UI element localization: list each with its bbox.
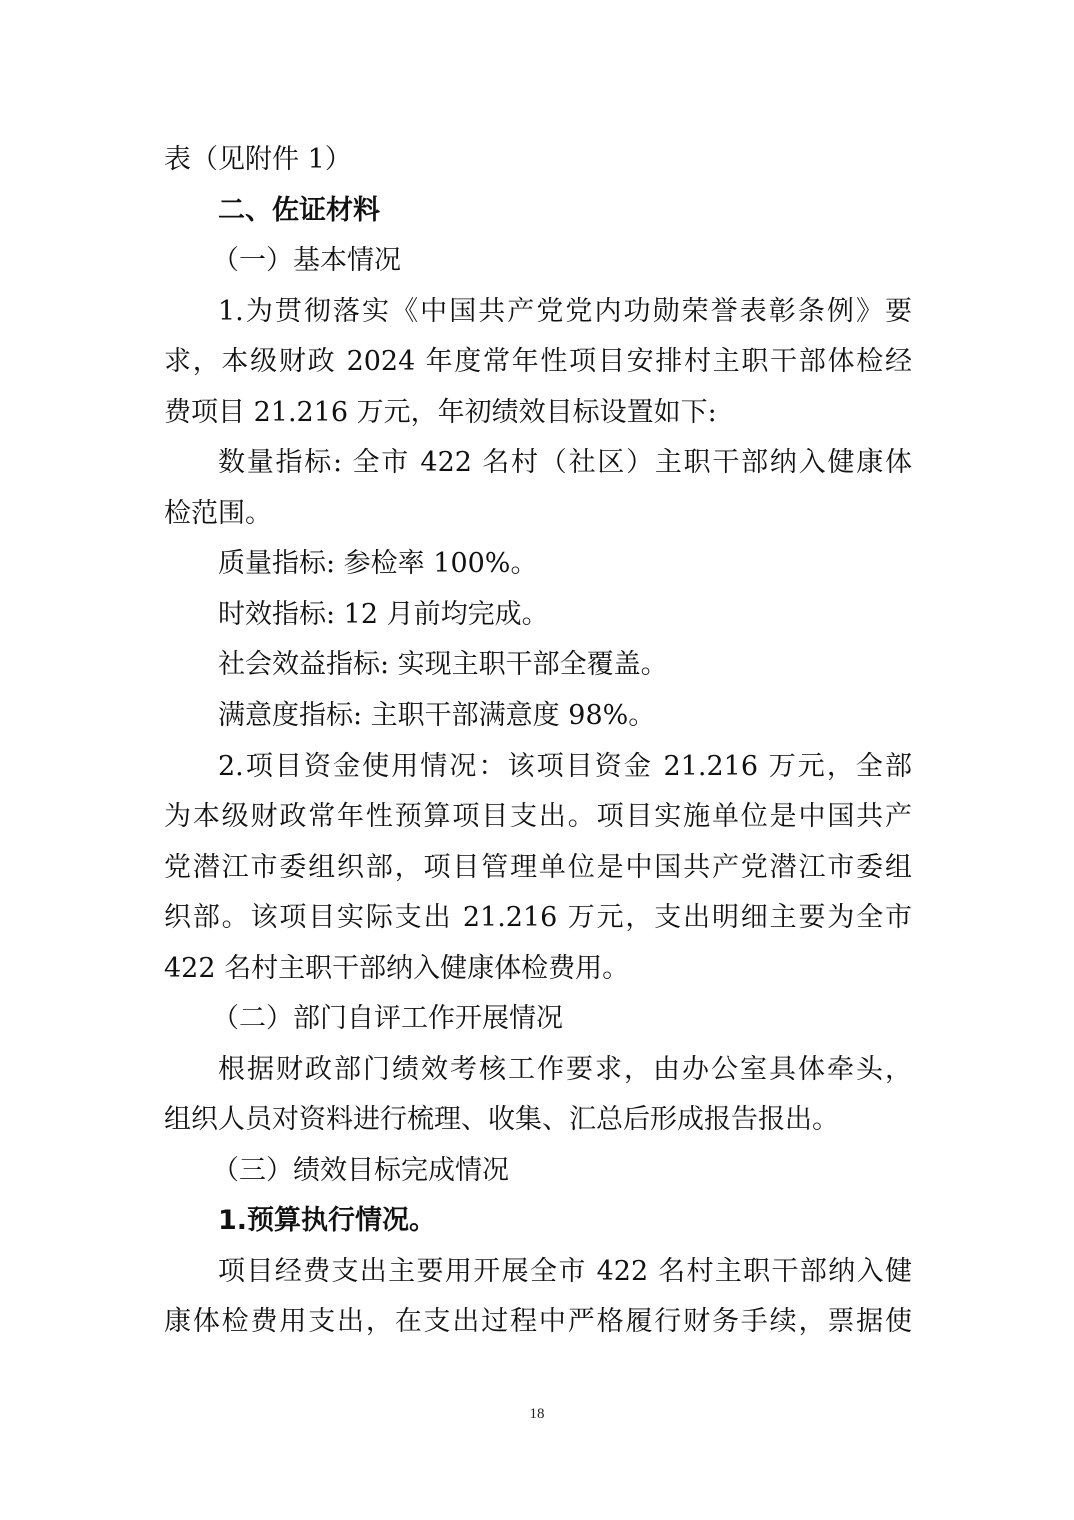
body-line: 费项目 21.216 万元，年初绩效目标设置如下: (164, 397, 717, 428)
body-line: 织部。该项目实际支出 21.216 万元，支出明细主要为全市 (164, 902, 912, 933)
subsection-heading: （三）绩效目标完成情况 (212, 1155, 509, 1186)
body-line: 组织人员对资料进行梳理、收集、汇总后形成报告报出。 (164, 1104, 839, 1135)
body-line: 时效指标: 12 月前均完成。 (218, 599, 549, 630)
body-line: 党潜江市委组织部，项目管理单位是中国共产党潜江市委组 (164, 852, 912, 883)
body-line: 表（见附件 1） (164, 144, 352, 175)
body-line: 满意度指标: 主职干部满意度 98%。 (218, 700, 656, 731)
body-line: 项目经费支出主要用开展全市 422 名村主职干部纳入健 (218, 1256, 912, 1287)
body-line: 社会效益指标: 实现主职干部全覆盖。 (218, 649, 668, 680)
page-number: 18 (529, 1406, 545, 1422)
body-line: 2.项目资金使用情况：该项目资金 21.216 万元，全部 (218, 751, 912, 782)
body-line: 数量指标: 全市 422 名村（社区）主职干部纳入健康体 (218, 447, 912, 478)
body-line: 检范围。 (164, 498, 272, 529)
body-line: 质量指标: 参检率 100%。 (218, 548, 538, 579)
body-line: 求，本级财政 2024 年度常年性项目安排村主职干部体检经 (164, 346, 912, 377)
body-line: 1.为贯彻落实《中国共产党党内功勋荣誉表彰条例》要 (218, 296, 912, 327)
section-heading: 二、佐证材料 (218, 195, 380, 226)
item-heading: 1.预算执行情况。 (218, 1205, 437, 1236)
subsection-heading: （一）基本情况 (212, 245, 401, 276)
body-line: 为本级财政常年性预算项目支出。项目实施单位是中国共产 (164, 801, 912, 832)
body-line: 康体检费用支出，在支出过程中严格履行财务手续，票据使 (164, 1306, 912, 1337)
body-line: 根据财政部门绩效考核工作要求，由办公室具体牵头， (218, 1054, 912, 1085)
body-line: 422 名村主职干部纳入健康体检费用。 (164, 953, 630, 984)
subsection-heading: （二）部门自评工作开展情况 (212, 1003, 563, 1034)
